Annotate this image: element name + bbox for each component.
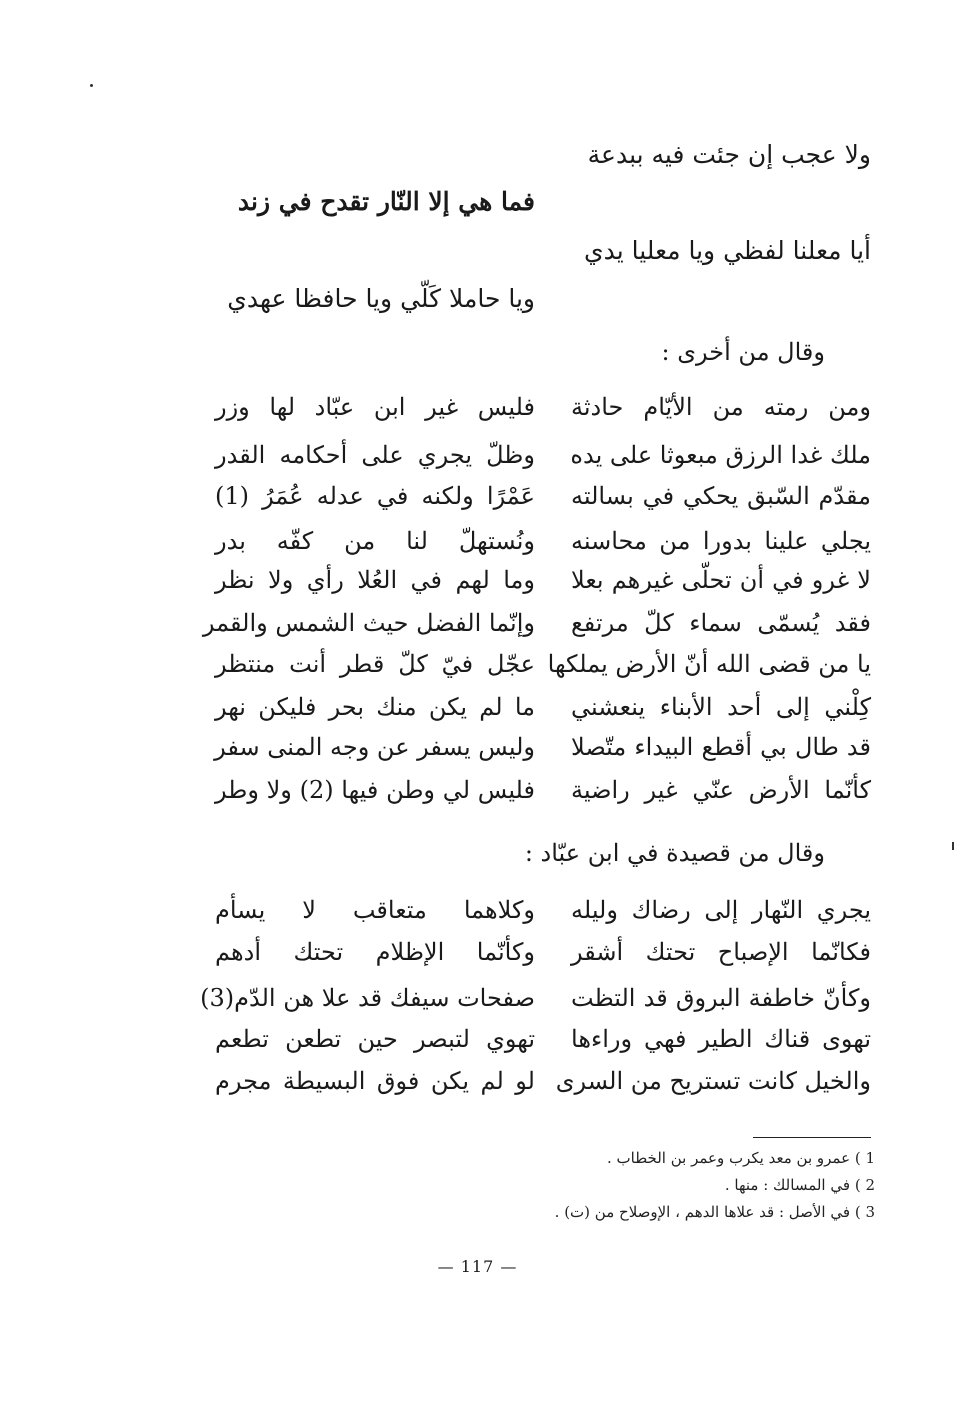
verse-second-hemistich: تهوي لتبصر حين تطعن تطعم	[215, 1025, 535, 1053]
verse-first-hemistich: ومن رمته من الأيّام حادثة	[571, 393, 871, 421]
verse-second-hemistich: وظلّ يجري على أحكامه القدر	[215, 441, 535, 469]
footnote-text: في الأصل : قد علاها الدهم ، الإوصلاح من (ت) .	[554, 1203, 851, 1221]
page-number: — 117 —	[437, 1257, 518, 1276]
verse-second-hemistich: وكأنّما الإظلام تحتك أدهم	[215, 938, 535, 966]
verse-first-hemistich: ملك غدا الرزق مبعوثا على يده	[570, 441, 871, 469]
verse-second-hemistich: صفحات سيفك قد علا هن الدّم(3)	[200, 984, 535, 1012]
verse-line: أيا معلنا لفظي ويا معليا يدي	[584, 236, 871, 265]
verse-second-hemistich: فليس غير ابن عبّاد لها وزر	[215, 393, 535, 421]
verse-second-hemistich: وما لهم في العُلا رأي ولا نظر	[215, 566, 535, 594]
verse-line: فما هي إلا النّار تقدح في زند	[237, 187, 535, 216]
section-heading: وقال من قصيدة في ابن عبّاد :	[524, 839, 825, 867]
footnote	[725, 1174, 875, 1196]
footnote-text: عمرو بن معد يكرب وعمر بن الخطاب .	[607, 1149, 851, 1167]
verse-second-hemistich: وليس يسفر عن وجه المنى سفر	[214, 733, 535, 761]
verse-first-hemistich: قد طال بي أقطع البيداء متّصلا	[571, 733, 871, 761]
footnote-number: 2 )	[854, 1176, 875, 1194]
verse-first-hemistich: يجلي علينا بدورا من محاسنه	[571, 527, 871, 555]
footnote-number: 3 )	[854, 1203, 875, 1221]
footnote-number: 1 )	[854, 1149, 875, 1167]
verse-first-hemistich: والخيل كانت تستريح من السرى	[555, 1067, 871, 1095]
verse-first-hemistich: يجري النّهار إلى رضاك وليله	[571, 896, 871, 924]
verse-second-hemistich: فليس لي وطن فيها (2) ولا وطر	[215, 776, 535, 804]
verse-line: ولا عجب إن جئت فيه ببدعة	[587, 140, 871, 169]
verse-second-hemistich: وكلاهما متعاقب لا يسأم	[215, 896, 535, 924]
verse-second-hemistich: ما لم يكن منك بحر فليكن نهر	[215, 693, 535, 721]
section-heading: وقال من أخرى :	[661, 338, 825, 366]
ink-speck	[90, 84, 93, 87]
verse-second-hemistich: عجّل فيّ كلّ قطر أنت منتظر	[215, 650, 535, 678]
verse-first-hemistich: وكأنّ خاطفة البروق قد التظت	[571, 984, 871, 1012]
verse-second-hemistich: ونُستهلّ لنا من كفّه بدر	[215, 527, 535, 555]
verse-line: ويا حاملا كَلّي ويا حافظا عهدي	[227, 284, 535, 313]
ink-speck	[952, 842, 954, 850]
verse-first-hemistich: لا غرو في أن تحلّى غيرهم بعلا	[571, 566, 871, 594]
verse-first-hemistich: تهوى قناك الطير فهي وراءها	[571, 1025, 871, 1053]
verse-first-hemistich: فقد يُسمّى سماء كلّ مرتفع	[571, 609, 871, 637]
verse-second-hemistich: وإنّما الفضل حيث الشمس والقمر	[202, 609, 535, 637]
verse-first-hemistich: يا من قضى الله أنّ الأرض يملكها	[547, 650, 871, 678]
verse-first-hemistich: مقدّم السّبق يحكي في بسالته	[571, 482, 871, 510]
footnote	[555, 1201, 875, 1223]
verse-second-hemistich: عَمْرًا ولكنه في عدله عُمَرُ (1)	[215, 482, 535, 510]
footnote-separator	[753, 1137, 871, 1138]
footnote	[607, 1147, 875, 1169]
verse-first-hemistich: كِلْني إلى أحد الأبناء ينعشني	[571, 693, 871, 721]
footnote-text: في المسالك : منها .	[724, 1176, 851, 1194]
verse-second-hemistich: لو لم يكن فوق البسيطة مجرم	[215, 1067, 535, 1095]
verse-first-hemistich: كأنّما الأرض عنّي غير راضية	[571, 776, 871, 804]
verse-first-hemistich: فكانّما الإصباح تحتك أشقر	[571, 938, 871, 966]
